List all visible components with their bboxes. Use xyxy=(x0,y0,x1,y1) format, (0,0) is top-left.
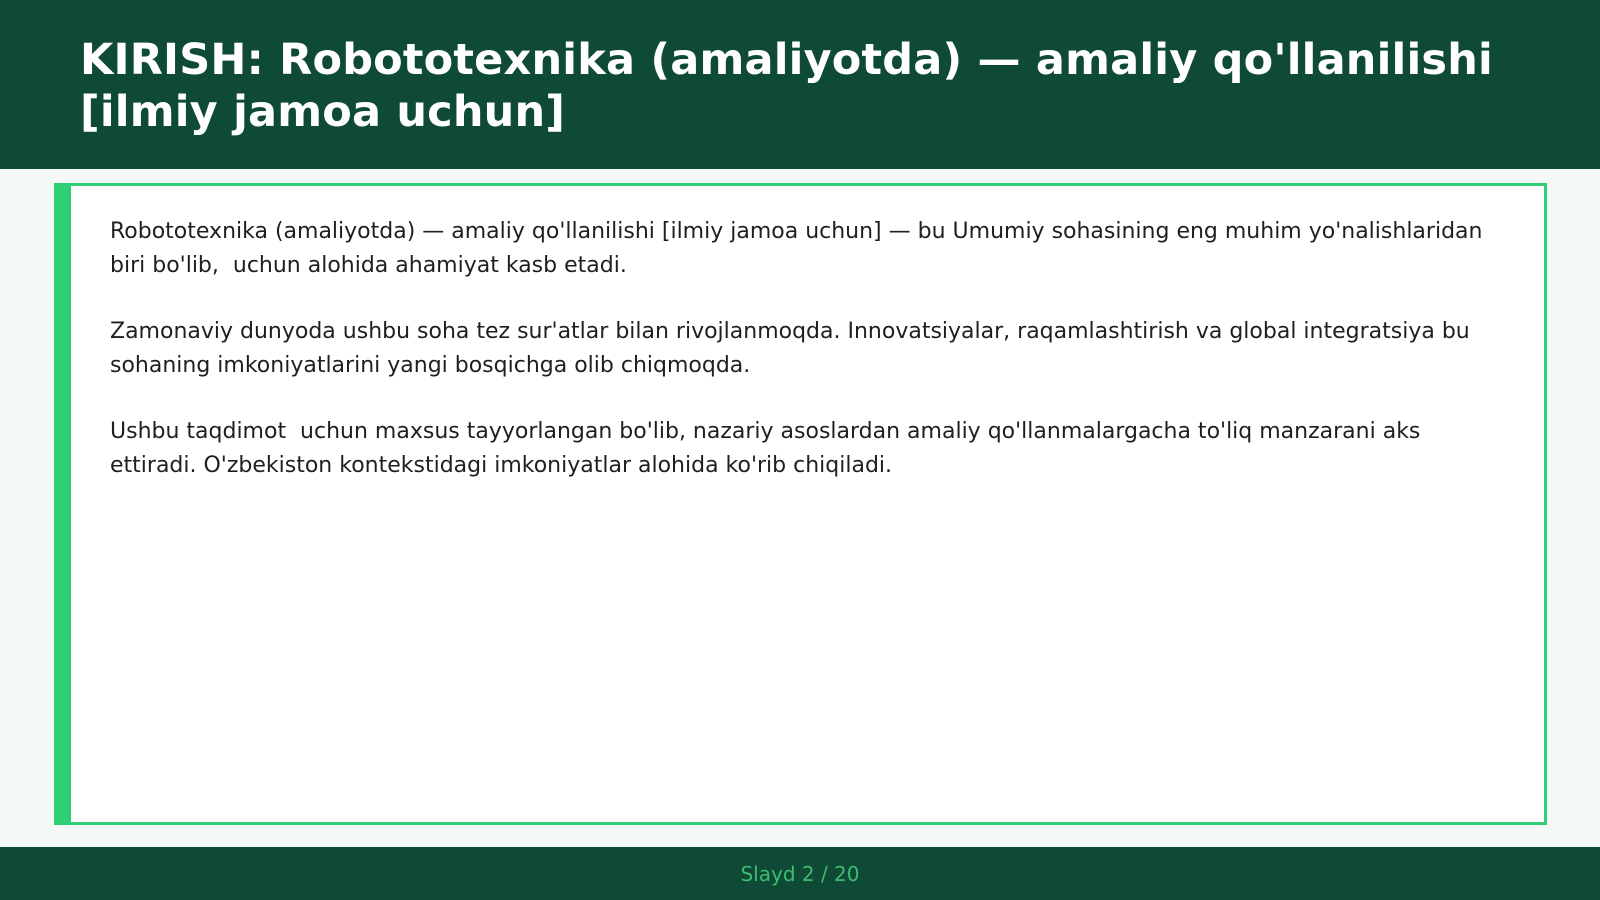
slide-header xyxy=(0,0,1600,169)
slide-footer xyxy=(0,847,1600,900)
content-card xyxy=(54,183,1547,825)
slide-title: KIRISH: Robototexnika (amaliyotda) — amaliy qo'llanilishi [ilmiy jamoa uchun] xyxy=(80,35,1493,137)
paragraph-modern-world: Zamonaviy dunyoda ushbu soha tez sur'atlar bilan rivojlanmoqda. Innovatsiyalar, raqamlashtirish va global integratsiya bu sohaning imkoniyatlarini yangi bosqichga olib chiqmoqda. xyxy=(110,319,1477,378)
slide-counter: Slayd 2 / 20 xyxy=(740,861,860,886)
paragraph-presentation-scope: Ushbu taqdimot uchun maxsus tayyorlangan bo'lib, nazariy asoslardan amaliy qo'llanmalargacha to'liq manzarani aks ettiradi. O'zbekiston kontekstidagi imkoniyatlar alohida ko'rib chiqiladi. xyxy=(110,419,1428,478)
paragraph-intro: Robototexnika (amaliyotda) — amaliy qo'llanilishi [ilmiy jamoa uchun] — bu Umumiy sohasining eng muhim yo'nalishlaridan biri bo'lib, uchun alohida ahamiyat kasb etadi. xyxy=(110,219,1490,278)
